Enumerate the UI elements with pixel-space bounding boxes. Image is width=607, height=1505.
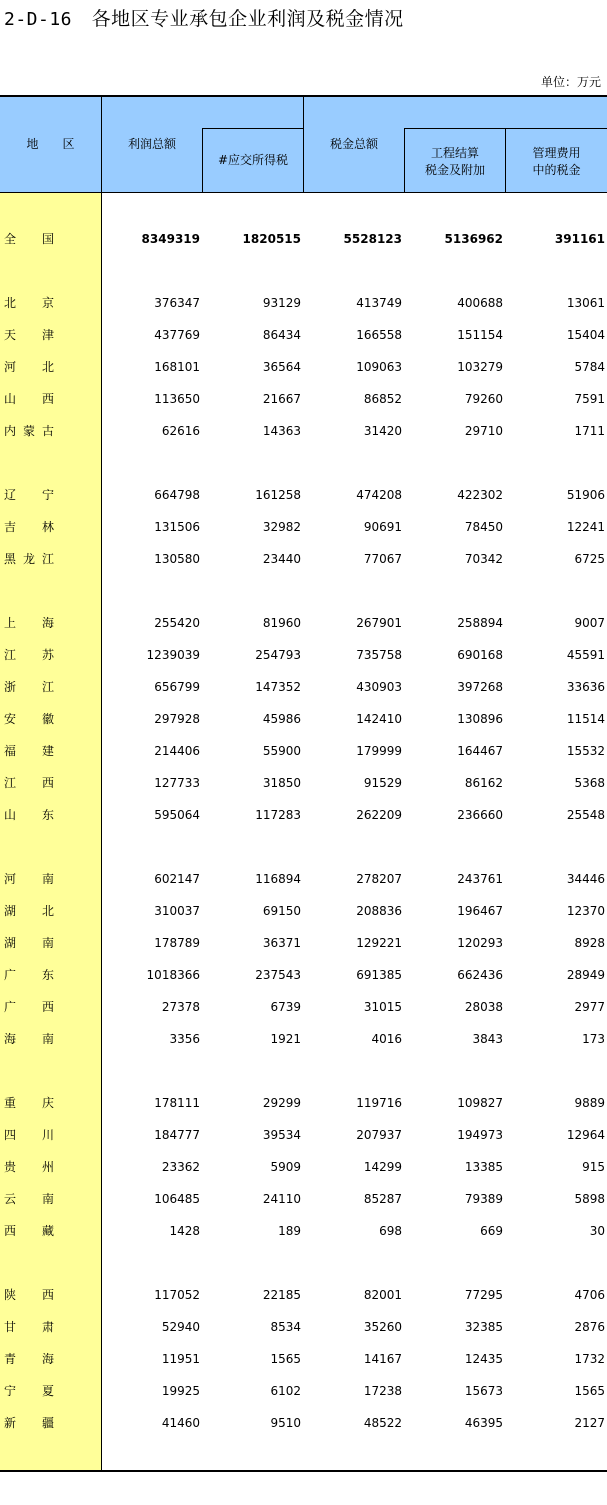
value-cell: 2977 [574,1000,605,1014]
unit-label: 单位：万元 [540,75,601,89]
region-cell [0,1215,101,1247]
value-cell: 15404 [566,328,605,342]
value-cell: 278207 [356,872,402,886]
value-cell: 86162 [464,776,503,790]
table-row [0,383,607,415]
value-cell: 127733 [154,776,200,790]
value-cell: 735758 [356,648,402,662]
region-cell [0,671,101,703]
value-cell: 32385 [464,1320,503,1334]
value-cell: 662436 [457,968,503,982]
group-spacer [0,575,607,607]
region-cell [0,1087,101,1119]
value-cell: 1018366 [146,968,200,982]
value-cell: 82001 [363,1288,402,1302]
table-row [0,287,607,319]
value-cell: 31015 [363,1000,402,1014]
region-name: 湖 北 [4,904,54,918]
table-row [0,1407,607,1439]
table-row [0,1375,607,1407]
value-cell: 31420 [363,424,402,438]
data-table-body [0,223,607,1439]
value-cell: 178111 [154,1096,200,1110]
value-cell: 109827 [457,1096,503,1110]
value-cell: 161258 [255,488,301,502]
region-name: 黑龙江 [4,552,54,566]
value-cell: 179999 [356,744,402,758]
table-row [0,1343,607,1375]
value-cell: 664798 [154,488,200,502]
value-cell: 1428 [169,1224,200,1238]
region-cell [0,1407,101,1439]
value-cell: 1711 [574,424,605,438]
value-cell: 5528123 [343,232,402,246]
value-cell: 915 [582,1160,605,1174]
table-row [0,1311,607,1343]
header-eng-tax-line1: 工程结算 [430,146,479,160]
value-cell: 430903 [356,680,402,694]
header-region: 地 区 [26,137,75,151]
table-row [0,351,607,383]
value-cell: 1820515 [242,232,301,246]
value-cell: 15532 [566,744,605,758]
region-name: 广 西 [4,1000,54,1014]
value-cell: 5909 [270,1160,301,1174]
subheader-rule-1 [202,128,304,129]
value-cell: 173 [582,1032,605,1046]
region-name: 湖 南 [4,936,54,950]
value-cell: 116894 [255,872,301,886]
value-cell: 4016 [371,1032,402,1046]
value-cell: 5784 [574,360,605,374]
table-row [0,1279,607,1311]
value-cell: 669 [480,1224,503,1238]
value-cell: 236660 [457,808,503,822]
table-row [0,735,607,767]
region-cell [0,287,101,319]
value-cell: 15673 [464,1384,503,1398]
region-name: 上 海 [4,616,54,630]
value-cell: 6725 [574,552,605,566]
table-row [0,607,607,639]
value-cell: 30 [589,1224,605,1238]
header-mgmt-tax-line2: 中的税金 [532,163,581,177]
table-row [0,479,607,511]
value-cell: 194973 [457,1128,503,1142]
value-cell: 12964 [566,1128,605,1142]
value-cell: 70342 [464,552,503,566]
value-cell: 214406 [154,744,200,758]
region-name: 全 国 [4,232,54,246]
value-cell: 22185 [262,1288,301,1302]
value-cell: 189 [278,1224,301,1238]
region-cell [0,1023,101,1055]
value-cell: 255420 [154,616,200,630]
value-cell: 41460 [161,1416,200,1430]
value-cell: 12241 [566,520,605,534]
value-cell: 5368 [574,776,605,790]
region-cell [0,383,101,415]
value-cell: 208836 [356,904,402,918]
value-cell: 79389 [464,1192,503,1206]
value-cell: 262209 [356,808,402,822]
value-cell: 103279 [457,360,503,374]
value-cell: 51906 [566,488,605,502]
value-cell: 130896 [457,712,503,726]
value-cell: 109063 [356,360,402,374]
value-cell: 11514 [566,712,605,726]
region-cell [0,991,101,1023]
region-name: 河 南 [4,872,54,886]
value-cell: 77295 [464,1288,503,1302]
value-cell: 8534 [270,1320,301,1334]
group-spacer [0,1055,607,1087]
value-cell: 48522 [363,1416,402,1430]
region-name: 云 南 [4,1192,54,1206]
value-cell: 23362 [161,1160,200,1174]
table-row [0,799,607,831]
value-cell: 36371 [262,936,301,950]
value-cell: 78450 [464,520,503,534]
value-cell: 34446 [566,872,605,886]
region-cell [0,767,101,799]
value-cell: 36564 [262,360,301,374]
value-cell: 39534 [262,1128,301,1142]
value-cell: 120293 [457,936,503,950]
value-cell: 62616 [161,424,200,438]
header-income-tax: #应交所得税 [217,153,289,167]
value-cell: 310037 [154,904,200,918]
region-cell [0,1279,101,1311]
region-name: 吉 林 [4,520,54,534]
value-cell: 9007 [574,616,605,630]
region-name: 重 庆 [4,1096,54,1110]
table-row [0,1023,607,1055]
value-cell: 243761 [457,872,503,886]
value-cell: 237543 [255,968,301,982]
table-row [0,639,607,671]
value-cell: 27378 [161,1000,200,1014]
value-cell: 28949 [566,968,605,982]
value-cell: 184777 [154,1128,200,1142]
value-cell: 147352 [255,680,301,694]
group-spacer [0,255,607,287]
table-row [0,863,607,895]
table-row [0,703,607,735]
value-cell: 52940 [161,1320,200,1334]
value-cell: 691385 [356,968,402,982]
value-cell: 17238 [363,1384,402,1398]
value-cell: 690168 [457,648,503,662]
value-cell: 29710 [464,424,503,438]
value-cell: 13385 [464,1160,503,1174]
value-cell: 1732 [574,1352,605,1366]
bottom-rule [0,1470,607,1472]
region-name: 甘 肃 [4,1320,54,1334]
region-cell [0,639,101,671]
value-cell: 1921 [270,1032,301,1046]
table-row [0,991,607,1023]
value-cell: 129221 [356,936,402,950]
table-code: 2-D-16 [4,9,73,30]
value-cell: 397268 [457,680,503,694]
value-cell: 45591 [566,648,605,662]
value-cell: 602147 [154,872,200,886]
value-cell: 1239039 [146,648,200,662]
value-cell: 698 [379,1224,402,1238]
value-cell: 91529 [363,776,402,790]
value-cell: 4706 [574,1288,605,1302]
value-cell: 2127 [574,1416,605,1430]
value-cell: 35260 [363,1320,402,1334]
value-cell: 130580 [154,552,200,566]
header-mgmt-tax [506,145,607,179]
header-tax-total: 税金总额 [329,137,378,151]
value-cell: 69150 [262,904,301,918]
region-name: 辽 宁 [4,488,54,502]
region-name: 广 东 [4,968,54,982]
table-row [0,1215,607,1247]
data-table [0,223,607,1439]
value-cell: 8928 [574,936,605,950]
table-row [0,415,607,447]
value-cell: 9889 [574,1096,605,1110]
group-spacer [0,447,607,479]
region-cell [0,703,101,735]
value-cell: 267901 [356,616,402,630]
value-cell: 391161 [554,232,605,246]
value-cell: 77067 [363,552,402,566]
value-cell: 86852 [363,392,402,406]
region-cell [0,735,101,767]
header-profit-total: 利润总额 [127,137,176,151]
value-cell: 117052 [154,1288,200,1302]
value-cell: 656799 [154,680,200,694]
region-cell [0,479,101,511]
total-row [0,223,607,255]
group-spacer [0,831,607,863]
value-cell: 1565 [574,1384,605,1398]
value-cell: 55900 [262,744,301,758]
table-row [0,927,607,959]
value-cell: 12435 [464,1352,503,1366]
region-name: 江 西 [4,776,54,790]
value-cell: 5136962 [444,232,503,246]
value-cell: 14299 [363,1160,402,1174]
header-mgmt-tax-line1: 管理费用 [532,146,581,160]
value-cell: 19925 [161,1384,200,1398]
value-cell: 90691 [363,520,402,534]
value-cell: 196467 [457,904,503,918]
region-cell [0,1311,101,1343]
region-cell [0,1343,101,1375]
region-cell [0,1183,101,1215]
region-name: 天 津 [4,328,54,342]
value-cell: 5898 [574,1192,605,1206]
region-cell [0,415,101,447]
value-cell: 7591 [574,392,605,406]
region-cell [0,1375,101,1407]
region-cell [0,863,101,895]
region-name: 山 西 [4,392,54,406]
value-cell: 2876 [574,1320,605,1334]
region-name: 江 苏 [4,648,54,662]
value-cell: 29299 [262,1096,301,1110]
region-name: 宁 夏 [4,1384,54,1398]
table-row [0,959,607,991]
region-name: 海 南 [4,1032,54,1046]
region-cell [0,511,101,543]
region-name: 贵 州 [4,1160,54,1174]
value-cell: 24110 [262,1192,301,1206]
region-name: 陕 西 [4,1288,54,1302]
value-cell: 28038 [464,1000,503,1014]
value-cell: 31850 [262,776,301,790]
table-row [0,671,607,703]
value-cell: 413749 [356,296,402,310]
value-cell: 422302 [457,488,503,502]
value-cell: 86434 [262,328,301,342]
region-name: 安 徽 [4,712,54,726]
group-spacer [0,1247,607,1279]
table-row [0,1183,607,1215]
table-row [0,511,607,543]
region-cell [0,959,101,991]
value-cell: 474208 [356,488,402,502]
region-name: 内蒙古 [4,424,54,438]
page-title [4,4,404,31]
value-cell: 33636 [566,680,605,694]
region-cell [0,319,101,351]
value-cell: 6102 [270,1384,301,1398]
value-cell: 12370 [566,904,605,918]
region-name: 新 疆 [4,1416,54,1430]
value-cell: 297928 [154,712,200,726]
region-name: 山 东 [4,808,54,822]
value-cell: 400688 [457,296,503,310]
value-cell: 14167 [363,1352,402,1366]
region-name: 河 北 [4,360,54,374]
value-cell: 23440 [262,552,301,566]
value-cell: 119716 [356,1096,402,1110]
value-cell: 85287 [363,1192,402,1206]
region-cell [0,927,101,959]
region-name: 北 京 [4,296,54,310]
value-cell: 14363 [262,424,301,438]
header-eng-tax-line2: 税金及附加 [424,163,485,177]
value-cell: 1565 [270,1352,301,1366]
region-cell [0,895,101,927]
region-cell [0,799,101,831]
value-cell: 117283 [255,808,301,822]
region-cell [0,351,101,383]
region-name: 福 建 [4,744,54,758]
value-cell: 166558 [356,328,402,342]
table-row [0,1119,607,1151]
table-row [0,1087,607,1119]
value-cell: 258894 [457,616,503,630]
region-cell [0,223,101,255]
value-cell: 437769 [154,328,200,342]
value-cell: 376347 [154,296,200,310]
header-eng-tax [405,145,505,179]
value-cell: 81960 [262,616,301,630]
value-cell: 168101 [154,360,200,374]
region-cell [0,607,101,639]
value-cell: 131506 [154,520,200,534]
value-cell: 79260 [464,392,503,406]
table-row [0,319,607,351]
value-cell: 178789 [154,936,200,950]
table-title: 各地区专业承包企业利润及税金情况 [91,8,404,30]
table-row [0,767,607,799]
value-cell: 13061 [566,296,605,310]
value-cell: 142410 [356,712,402,726]
value-cell: 113650 [154,392,200,406]
value-cell: 32982 [262,520,301,534]
value-cell: 9510 [270,1416,301,1430]
region-name: 浙 江 [4,680,54,694]
table-row [0,895,607,927]
value-cell: 46395 [464,1416,503,1430]
value-cell: 6739 [270,1000,301,1014]
region-name: 西 藏 [4,1224,54,1238]
region-cell [0,1151,101,1183]
value-cell: 3356 [169,1032,200,1046]
table-row [0,543,607,575]
value-cell: 164467 [457,744,503,758]
value-cell: 21667 [262,392,301,406]
region-name: 青 海 [4,1352,54,1366]
value-cell: 45986 [262,712,301,726]
value-cell: 207937 [356,1128,402,1142]
value-cell: 151154 [457,328,503,342]
value-cell: 595064 [154,808,200,822]
value-cell: 106485 [154,1192,200,1206]
region-cell [0,543,101,575]
region-name: 四 川 [4,1128,54,1142]
value-cell: 93129 [262,296,301,310]
value-cell: 8349319 [141,232,200,246]
value-cell: 25548 [566,808,605,822]
value-cell: 11951 [161,1352,200,1366]
value-cell: 3843 [472,1032,503,1046]
value-cell: 254793 [255,648,301,662]
region-cell [0,1119,101,1151]
table-row [0,1151,607,1183]
